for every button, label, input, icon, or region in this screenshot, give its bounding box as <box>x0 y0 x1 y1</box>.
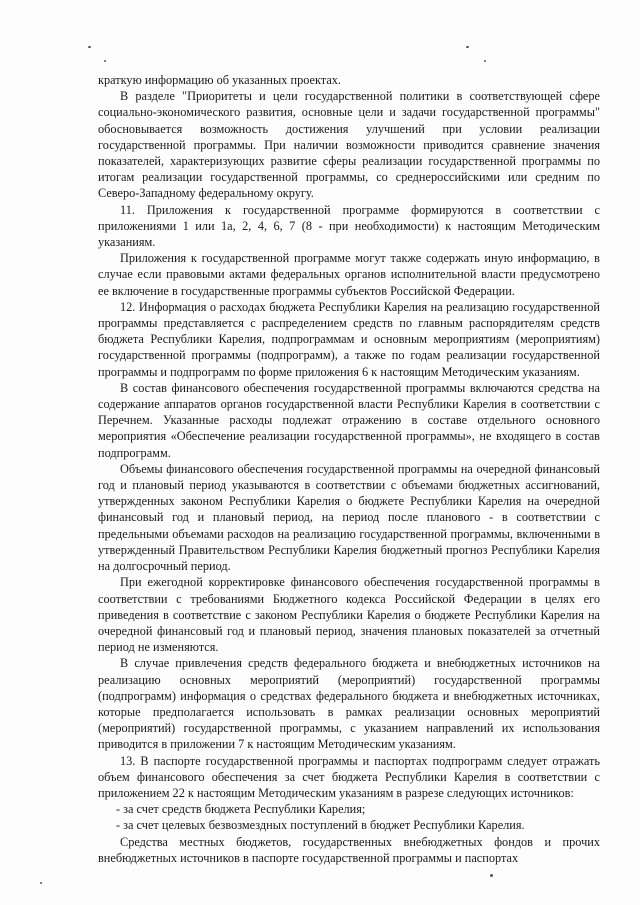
paragraph: 11. Приложения к государственной программе формируются в соответствии с приложениями 1 или 1а, 2, 4, 6, 7 (8 - при необходимости) к настоящим Методическим указаниям. <box>98 202 600 250</box>
paragraph: краткую информацию об указанных проектах. <box>98 73 342 87</box>
document-body <box>98 72 600 866</box>
paragraph: В состав финансового обеспечения государственной программы включаются средства на содержание аппаратов органов государственной власти Республики Карелия в соответствии с Перечнем. Указанные расходы подлежат отражению в составе отдельного основного мероприятия «Обеспечение реализации государственной программы», не входящего в состав подпрограмм. <box>98 380 600 460</box>
paragraph: Средства местных бюджетов, государственных внебюджетных фондов и прочих внебюджетных источников в паспорте государственной программы и паспортах <box>98 834 600 865</box>
paragraph: Приложения к государственной программе могут также содержать иную информацию, в случае если правовыми актами федеральных органов исполнительной власти предусмотрено ее включение в государственные программы субъектов Российской Федерации. <box>98 251 600 298</box>
paragraph: Объемы финансового обеспечения государственной программы на очередной финансовый год и плановый период указываются в соответствии с объемами бюджетных ассигнований, утвержденных законом Республики Карелия о бюджете Республики Карелия на очередной финансовый год и плановый период, на период после планового - в соответствии с предельными объемами расходов на реализацию государственной программы, включенными в утвержденный Правительством Республики Карелия бюджетный прогноз Республики Карелия на долгосрочный период. <box>98 461 600 574</box>
scan-speck <box>490 874 493 877</box>
scan-speck <box>484 60 486 62</box>
paragraph: В разделе "Приоритеты и цели государственной политики в соответствующей сфере социально-экономического развития, основные цели и задачи государственной программы" обосновывается возможность достижения улучшений при условии реализации государственной программы. При наличии возможности приводится сравнение значения показателей, характеризующих развитие сферы реализации государственной программы по итогам реализации государственной программы, со среднероссийскими или средним по Северо-Западному федеральному округу. <box>98 89 600 201</box>
list-item: - за счет целевых безвозмездных поступлений в бюджет Республики Карелия. <box>116 818 525 833</box>
paragraph: 13. В паспорте государственной программы и паспортах подпрограмм следует отражать объем финансового обеспечения за счет бюджета Республики Карелия в соответствии с приложением 22 к настоящим Методическим указаниям в разрезе следующих источников: <box>98 753 600 800</box>
scan-speck <box>104 60 106 62</box>
scan-speck <box>466 46 469 48</box>
paragraph: При ежегодной корректировке финансового обеспечения государственной программы в соответствии с требованиями Бюджетного кодекса Российской Федерации в целях его приведения в соответствие с законом Республики Карелия о бюджете Республики Карелия на очередной финансовый год и плановый период, значения плановых показателей за отчетный период не изменяются. <box>98 575 600 655</box>
list-item: - за счет средств бюджета Республики Карелия; <box>116 802 366 817</box>
scan-speck <box>88 46 91 48</box>
scan-speck <box>40 882 42 884</box>
paragraph: В случае привлечения средств федерального бюджета и внебюджетных источников на реализацию основных мероприятий (мероприятий) государственной программы (подпрограмм) информация о средствах федерального бюджета и внебюджетных источниках, которые предполагается использовать в рамках реализации основных мероприятий (мероприятий) государственной программы, с указанием направлений их использования приводится в приложении 7 к настоящим Методическим указаниям. <box>98 656 600 752</box>
paragraph: 12. Информация о расходах бюджета Республики Карелия на реализацию государственной программы представляется с распределением средств по главным распорядителям средств бюджета Республики Карелия, подпрограммам и основным мероприятиям (мероприятиям) государственной программы (подпрограмм), а также по годам реализации государственной программы и подпрограмм по форме приложения 6 к настоящим Методическим указаниям. <box>98 299 600 379</box>
